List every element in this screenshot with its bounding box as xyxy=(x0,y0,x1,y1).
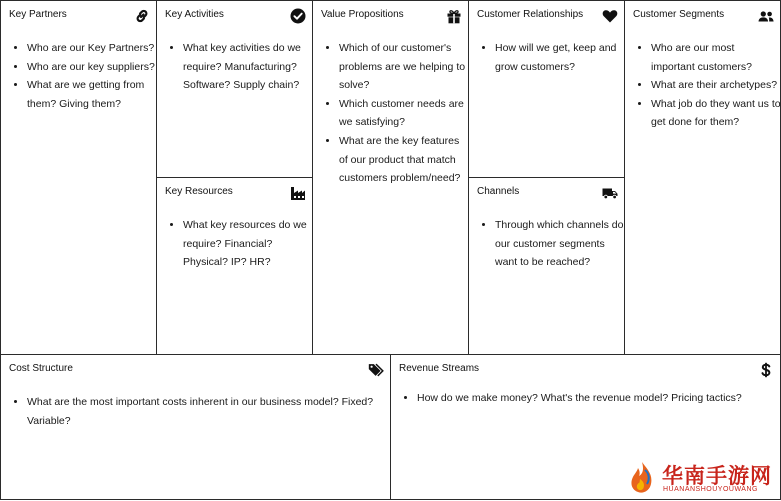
channels-block xyxy=(468,177,625,355)
check-circle-icon xyxy=(290,8,306,24)
list-item: • Who are our key suppliers? xyxy=(27,58,157,77)
tags-icon xyxy=(368,362,384,378)
list-item: • Through which channels do our customer segments want to be reached? xyxy=(495,216,625,272)
watermark-name: 华南手游网 xyxy=(662,464,772,488)
block-title: Revenue Streams xyxy=(399,363,480,374)
block-title: Cost Structure xyxy=(9,363,73,374)
list-item: • What are the most important costs inherent in our business model? Fixed? Variable? xyxy=(27,393,387,430)
list-item: • Which of our customer's problems are we helping to solve? xyxy=(339,39,469,95)
block-title: Customer Relationships xyxy=(477,9,584,20)
users-icon xyxy=(758,8,774,24)
block-title: Value Propositions xyxy=(321,9,404,20)
dollar-icon xyxy=(758,362,774,378)
list-item: • How will we get, keep and grow customers? xyxy=(495,39,625,76)
list-item: • What key resources do we require? Financial? Physical? IP? HR? xyxy=(183,216,313,272)
factory-icon xyxy=(290,185,306,201)
watermark xyxy=(622,456,780,500)
gift-icon xyxy=(446,8,462,24)
block-title: Key Activities xyxy=(165,9,224,20)
customer-segments-block xyxy=(624,0,781,355)
heart-icon xyxy=(602,8,618,24)
list-item: • Who are our most important customers? xyxy=(651,39,781,76)
key-partners-block xyxy=(0,0,157,355)
key-resources-block xyxy=(156,177,313,355)
truck-icon xyxy=(602,185,618,201)
list-item: • What job do they want us to get done for them? xyxy=(651,95,781,132)
flame-logo-icon xyxy=(626,460,658,496)
list-item: • What are the key features of our product that match customers problem/need? xyxy=(339,132,469,188)
block-title: Channels xyxy=(477,186,520,197)
block-title: Key Resources xyxy=(165,186,233,197)
list-item: • What are we getting from them? Giving them? xyxy=(27,76,157,113)
list-item: • What are their archetypes? xyxy=(651,76,781,95)
link-icon xyxy=(134,8,150,24)
key-activities-block xyxy=(156,0,313,178)
cost-structure-block xyxy=(0,354,391,500)
watermark-domain: HUANANSHOUYOUWANG xyxy=(663,486,758,493)
list-item: • Which customer needs are we satisfying? xyxy=(339,95,469,132)
customer-relationships-block xyxy=(468,0,625,178)
list-item: • Who are our Key Partners? xyxy=(27,39,157,58)
block-title: Customer Segments xyxy=(633,9,725,20)
block-title: Key Partners xyxy=(9,9,67,20)
list-item: • How do we make money? What's the revenue model? Pricing tactics? xyxy=(417,389,781,408)
list-item: • What key activities do we require? Manufacturing? Software? Supply chain? xyxy=(183,39,313,95)
value-propositions-block xyxy=(312,0,469,355)
